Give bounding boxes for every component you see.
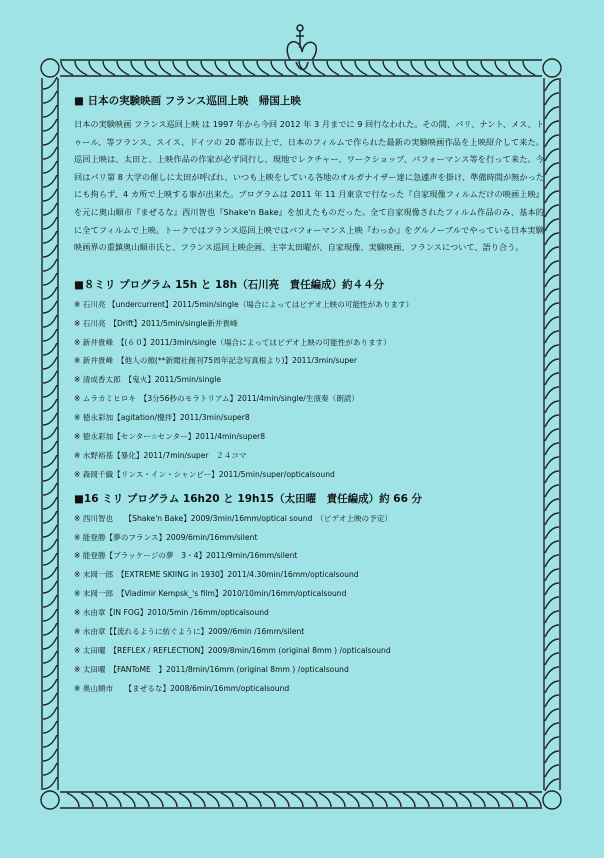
rope-twist <box>347 793 359 807</box>
rope-twist <box>545 401 559 413</box>
rope-twist <box>545 695 559 707</box>
rope-twist <box>545 709 559 721</box>
rope-twist <box>545 597 559 609</box>
rope-twist <box>193 793 205 807</box>
rope-corner-knot <box>543 791 561 809</box>
rope-twist <box>43 469 57 481</box>
program-16mm-list <box>74 510 544 699</box>
rope-twist <box>417 793 429 807</box>
rope-twist <box>43 343 57 355</box>
rope-twist <box>545 569 559 581</box>
program-8mm-item: ※ 水野裕基【暴化】2011/7min/super ２４コマ <box>74 450 247 460</box>
rope-twist <box>545 121 559 133</box>
rope-twist <box>43 637 57 649</box>
rope-twist <box>201 61 213 75</box>
rope-twist <box>545 107 559 119</box>
rope-twist <box>43 609 57 621</box>
program-8mm-item: ※ 石川亮 【undercurrent】2011/5min/single（場合によってはビデオ上映の可能性があります） <box>74 299 414 309</box>
rope-twist <box>43 287 57 299</box>
rope-twist <box>545 583 559 595</box>
rope-twist <box>179 793 191 807</box>
rope-twist <box>43 777 57 789</box>
program-8mm-item: ※ 徳永彩加【センター☆センター】2011/4min/super8 <box>74 431 266 441</box>
rope-twist <box>43 525 57 537</box>
rope-twist <box>509 61 521 75</box>
rope-twist <box>545 247 559 259</box>
rope-twist <box>545 149 559 161</box>
rope-twist <box>187 61 199 75</box>
rope-twist <box>545 681 559 693</box>
rope-twist <box>545 275 559 287</box>
rope-twist <box>425 61 437 75</box>
rope-twist <box>61 61 73 75</box>
rope-twist <box>43 203 57 215</box>
rope-twist <box>109 793 121 807</box>
rope-twist <box>263 793 275 807</box>
rope-twist <box>545 415 559 427</box>
rope-twist <box>123 793 135 807</box>
rope-twist <box>43 175 57 187</box>
rope-twist <box>467 61 479 75</box>
rope-twist <box>207 793 219 807</box>
rope-twist <box>545 289 559 301</box>
rope-twist <box>43 679 57 691</box>
rope-corner-knot <box>543 59 561 77</box>
rope-twist <box>545 443 559 455</box>
rope-twist <box>81 793 93 807</box>
rope-twist <box>545 331 559 343</box>
rope-twist <box>43 119 57 131</box>
rope-twist <box>165 793 177 807</box>
rope-twist <box>43 427 57 439</box>
rope-corner-knot <box>41 791 59 809</box>
rope-twist <box>43 273 57 285</box>
rope-twist <box>271 61 283 75</box>
rope-twist <box>327 61 339 75</box>
rope-twist <box>43 707 57 719</box>
rope-twist <box>43 651 57 663</box>
rope-twist <box>545 177 559 189</box>
rope-twist <box>43 217 57 229</box>
rope-twist <box>229 61 241 75</box>
rope-twist <box>529 793 541 807</box>
rope-twist <box>89 61 101 75</box>
rope-twist <box>291 793 303 807</box>
rope-twist <box>523 61 535 75</box>
rope-twist <box>43 595 57 607</box>
rope-twist <box>43 133 57 145</box>
program-16mm-heading: ■16 ミリ プログラム 16h20 と 19h15（太田曜 責任編成）約 66 分 <box>74 492 423 505</box>
rope-twist <box>545 737 559 749</box>
program-8mm-item: ※ ムラカミヒロキ 【3分56秒のモラトリアム】2011/4min/single/生演奏（朗読） <box>74 394 360 404</box>
rope-twist <box>277 793 289 807</box>
program-8mm-item: ※ 清成香太郎 【鬼火】2011/5min/single <box>74 375 221 385</box>
rope-twist <box>487 793 499 807</box>
program-16mm-item: ※ 能登勝【ブラッケージの夢 3・4】2011/9min/16mm/silent <box>74 551 298 561</box>
rope-twist <box>43 357 57 369</box>
rope-twist <box>43 385 57 397</box>
rope-twist <box>145 61 157 75</box>
rope-twist <box>75 61 87 75</box>
rope-twist <box>159 61 171 75</box>
rope-twist <box>43 259 57 271</box>
rope-twist <box>545 751 559 763</box>
rope-twist <box>173 61 185 75</box>
rope-twist <box>473 793 485 807</box>
rope-twist <box>43 721 57 733</box>
rope-twist <box>43 77 57 89</box>
rope-twist <box>361 793 373 807</box>
rope-twist <box>43 749 57 761</box>
rope-twist <box>545 79 559 91</box>
rope-twist <box>313 61 325 75</box>
rope-twist <box>545 611 559 623</box>
rope-twist <box>43 511 57 523</box>
rope-twist <box>545 429 559 441</box>
rope-twist <box>43 623 57 635</box>
rope-twist <box>459 793 471 807</box>
rope-twist <box>43 301 57 313</box>
rope-twist <box>545 317 559 329</box>
rope-twist <box>319 793 331 807</box>
rope-twist <box>545 219 559 231</box>
program-16mm-item: ※ 水由章【【流れるように紡ぐように】2009//6min /16mm/silent <box>74 627 305 636</box>
rope-twist <box>215 61 227 75</box>
program-16mm-item: ※ 奥山順市 【まぜるな】2008/6min/16mm/opticalsound <box>74 683 290 693</box>
rope-twist <box>545 723 559 735</box>
rope-twist <box>545 261 559 273</box>
rope-twist <box>439 61 451 75</box>
rope-twist <box>431 793 443 807</box>
rope-twist <box>453 61 465 75</box>
rope-twist <box>369 61 381 75</box>
rope-twist <box>43 665 57 677</box>
rope-corner-knot <box>41 59 59 77</box>
rope-twist <box>43 693 57 705</box>
rope-twist <box>43 413 57 425</box>
rope-twist <box>131 61 143 75</box>
rope-twist <box>43 567 57 579</box>
rope-twist <box>495 61 507 75</box>
rope-twist <box>257 61 269 75</box>
rope-twist <box>103 61 115 75</box>
rope-twist <box>545 191 559 203</box>
rope-twist <box>545 639 559 651</box>
program-8mm-item: ※ 新井貴峰 【(６０】2011/3min/single（場合によってはビデオ上映の可能性があります） <box>74 337 391 347</box>
rope-twist <box>43 441 57 453</box>
rope-twist <box>411 61 423 75</box>
rope-twist <box>43 581 57 593</box>
program-8mm-heading: ■８ミリ プログラム 15h と 18h（石川亮 責任編成）約４４分 <box>74 278 385 291</box>
program-16mm-item: ※ 末岡一郎 【Vladimir Kempsk_'s film】2010/10min/16mm/opticalsound <box>74 589 347 599</box>
rope-twist <box>235 793 247 807</box>
rope-twist <box>545 457 559 469</box>
rope-twist <box>515 793 527 807</box>
rope-twist <box>545 555 559 567</box>
rope-twist <box>67 793 79 807</box>
rope-twist <box>43 763 57 775</box>
rope-twist <box>501 793 513 807</box>
rope-twist <box>43 189 57 201</box>
rope-twist <box>545 541 559 553</box>
rope-twist <box>545 485 559 497</box>
rope-twist <box>545 667 559 679</box>
rope-twist <box>43 735 57 747</box>
rope-twist <box>243 61 255 75</box>
rope-twist <box>43 105 57 117</box>
rope-twist <box>545 345 559 357</box>
rope-twist <box>43 245 57 257</box>
rope-twist <box>43 161 57 173</box>
rope-twist <box>545 625 559 637</box>
rope-twist <box>545 93 559 105</box>
document-body <box>74 93 544 699</box>
rope-twist <box>43 371 57 383</box>
rope-twist <box>43 497 57 509</box>
rope-twist <box>545 513 559 525</box>
program-16mm-item: ※ 西川智也 【Shake'n Bake】2009/3min/16mm/optical sound （ビデオ上映の予定） <box>74 513 392 523</box>
rope-twist <box>43 147 57 159</box>
program-16mm-item: ※ 太田曜 【REFLEX / REFLECTION】2009/8min/16mm (original 8mm ) /opticalsound <box>74 645 391 655</box>
program-16mm-item: ※ 太田曜 【FANToME 】2011/8min/16mm (original 8mm ) /opticalsound <box>74 664 349 674</box>
rope-twist <box>545 303 559 315</box>
rope-twist <box>545 359 559 371</box>
program-8mm-item: ※ 徳永彩加【agitation/攪拌】2011/3min/super8 <box>74 413 250 423</box>
rope-twist <box>545 779 559 791</box>
intro-paragraph: 日本の実験映画 フランス巡回上映 は 1997 年から今回 2012 年 3 月までに 9 回行なわれた。その間、パリ、ナント、メス、トゥール、等フランス、スイス、ドイツの 20 都市以上で、日本のフィルムで作られた最新の実験映画作品を上映紹介して来た。巡回上映は、太田と、上映作品の作家が必ず同行し、現地でレクチャー、ワークショップ、パフォーマンス等を行って来た。今回はパリ第 8 大学の催しに太田が呼ばれ、いつも上映をしている各地のオルガナイザー達に急遽声を掛け、準備時間が無かったにも拘らず、4 カ所で上映する事が出来た。プログラムは 2011 年 11 月東京で行なった『自家現像フィルムだけの映画上映』を元に奥山順市『まぜるな』西川智也『Shake'n Bake』を加えたものだった。全て自家現像されたフィルム作品のみ、基本的に全てフィルムで上映。トークではフランス巡回上映ではパフォーマンス上映『わっか』をグルノーブルでやっている日本実験映画界の重鎮奥山順市氏と、フランス巡回上映企画、主宰太田曜が、自家現像、実験映画、フランスについて、語り合う。 <box>74 119 544 253</box>
rope-twist <box>95 793 107 807</box>
rope-twist <box>43 483 57 495</box>
rope-twist <box>545 499 559 511</box>
rope-twist <box>545 163 559 175</box>
rope-twist <box>43 91 57 103</box>
program-16mm-item: ※ 能登勝【夢のフランス】2009/6min/16mm/silent <box>74 532 258 542</box>
rope-twist <box>221 793 233 807</box>
rope-twist <box>545 765 559 777</box>
rope-twist <box>43 231 57 243</box>
rope-twist <box>43 399 57 411</box>
rope-twist <box>117 61 129 75</box>
rope-twist <box>545 135 559 147</box>
program-16mm-item: ※ 末岡一郎 【EXTREME SKIING in 1930】2011/4.30min/16mm/opticalsound <box>74 570 359 580</box>
rope-twist <box>383 61 395 75</box>
top-flourish <box>287 25 316 70</box>
rope-twist <box>545 387 559 399</box>
program-8mm-item: ※ 新井貴峰 【他人の顔(**新聞社創刊75周年記念写真根より)】2011/3min/super <box>74 356 357 366</box>
rope-twist <box>545 373 559 385</box>
program-8mm-item: ※ 森岡千織【リンス・イン・シャンピー】2011/5min/super/opticalsound <box>74 469 335 479</box>
rope-twist <box>43 553 57 565</box>
rope-twist <box>43 315 57 327</box>
rope-twist <box>445 793 457 807</box>
program-8mm-item: ※ 石川亮 【Drift】2011/5min/single新井貴峰 <box>74 318 238 328</box>
rope-twist <box>481 61 493 75</box>
rope-twist <box>333 793 345 807</box>
program-16mm-item: ※ 水由章【IN FOG】2010/5min /16mm/opticalsound <box>74 608 269 618</box>
rope-twist <box>403 793 415 807</box>
rope-twist <box>305 793 317 807</box>
rope-twist <box>545 233 559 245</box>
rope-twist <box>285 61 297 75</box>
rope-twist <box>341 61 353 75</box>
rope-twist <box>545 653 559 665</box>
rope-twist <box>43 329 57 341</box>
rope-twist <box>375 793 387 807</box>
rope-twist <box>389 793 401 807</box>
rope-twist <box>43 539 57 551</box>
program-8mm-list <box>74 296 544 485</box>
rope-twist <box>151 793 163 807</box>
rope-twist <box>545 471 559 483</box>
rope-twist <box>397 61 409 75</box>
rope-twist <box>249 793 261 807</box>
rope-twist <box>43 455 57 467</box>
intro-heading: ■ 日本の実験映画 フランス巡回上映 帰国上映 <box>74 95 301 107</box>
rope-twist <box>137 793 149 807</box>
rope-twist <box>545 527 559 539</box>
rope-twist <box>355 61 367 75</box>
rope-twist <box>545 205 559 217</box>
